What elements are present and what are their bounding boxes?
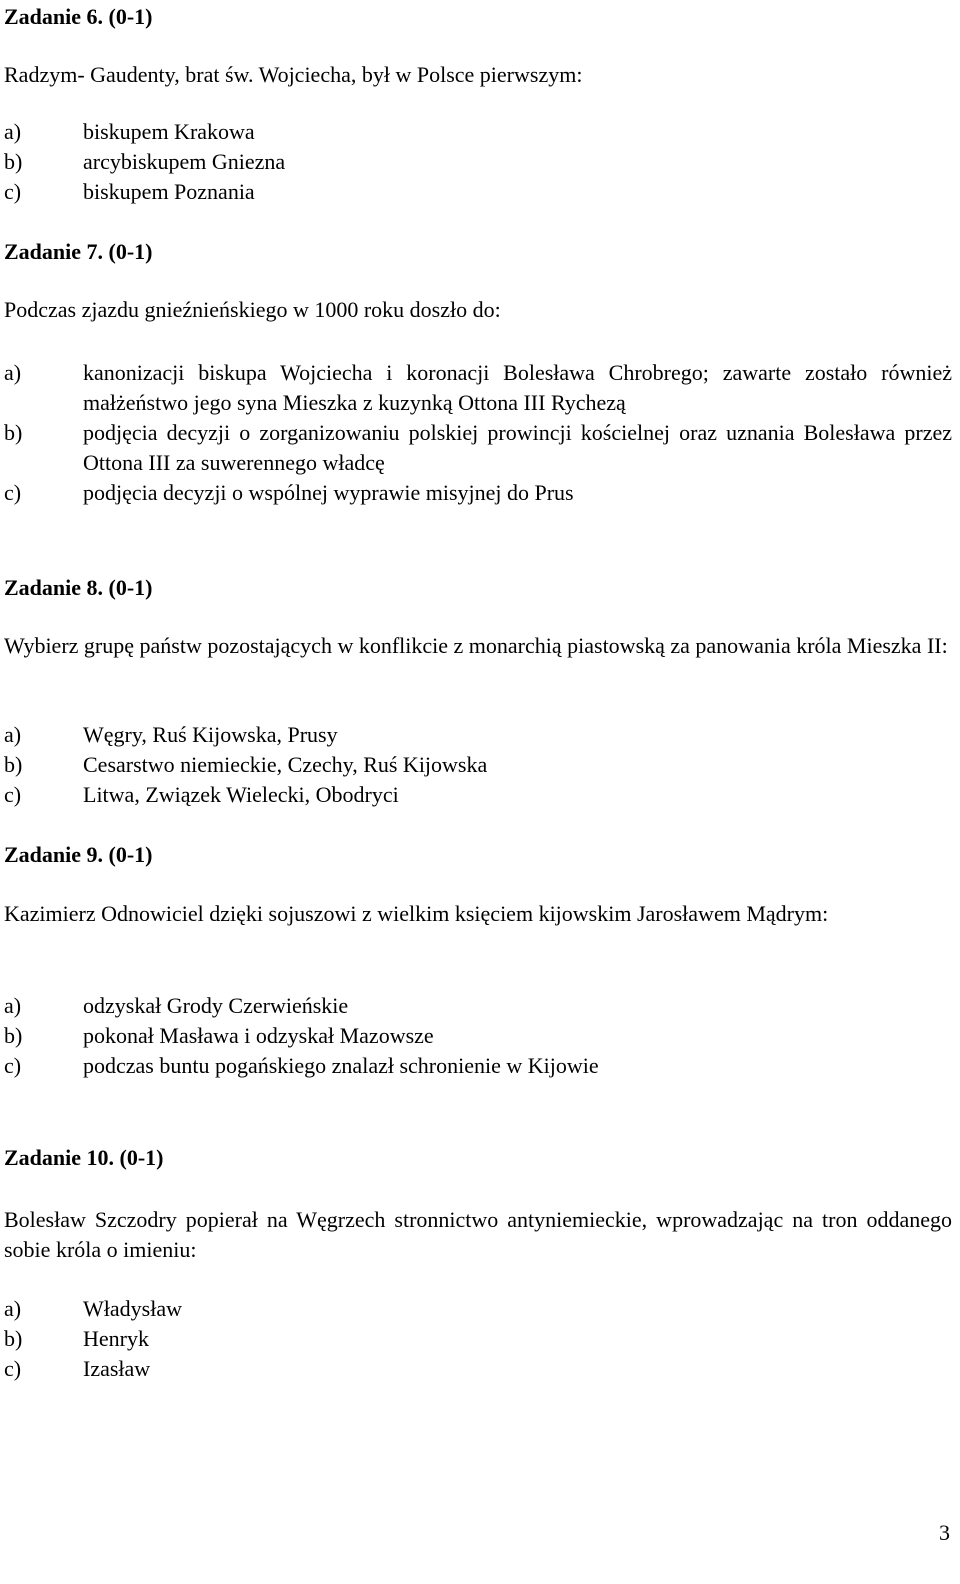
option-letter: b): [4, 752, 23, 777]
task-10-option-b[interactable]: [4, 1324, 952, 1354]
task-10-options: [4, 1294, 952, 1384]
task-8-option-a[interactable]: [4, 720, 952, 750]
option-text: Henryk: [83, 1326, 149, 1351]
option-letter: a): [4, 993, 22, 1018]
option-letter: c): [4, 1053, 22, 1078]
page-number: 3: [939, 1520, 950, 1545]
task-10-option-a[interactable]: [4, 1294, 952, 1324]
task-6-options: [4, 117, 952, 207]
task-8-option-b[interactable]: [4, 750, 952, 780]
task-10-question: Bolesław Szczodry popierał na Węgrzech stronnictwo antyniemieckie, wprowadzając na tron oddanego sobie króla o imieniu:: [4, 1207, 952, 1262]
option-text: podczas buntu pogańskiego znalazł schronienie w Kijowie: [83, 1053, 599, 1078]
task-8-options: [4, 720, 952, 810]
task-10-heading: Zadanie 10. (0-1): [4, 1145, 164, 1170]
task-6-question: Radzym- Gaudenty, brat św. Wojciecha, był w Polsce pierwszym:: [4, 62, 583, 87]
task-9-option-a[interactable]: [4, 991, 952, 1021]
task-7-heading: Zadanie 7. (0-1): [4, 239, 153, 264]
option-text: biskupem Krakowa: [83, 119, 255, 144]
option-letter: c): [4, 1356, 22, 1381]
task-7-question: Podczas zjazdu gnieźnieńskiego w 1000 roku doszło do:: [4, 297, 501, 322]
option-text: pokonał Masława i odzyskał Mazowsze: [83, 1023, 434, 1048]
task-9-option-b[interactable]: [4, 1021, 952, 1051]
task-8-heading: Zadanie 8. (0-1): [4, 575, 153, 600]
task-9-option-c[interactable]: [4, 1051, 952, 1081]
task-6-heading: Zadanie 6. (0-1): [4, 4, 153, 29]
option-letter: c): [4, 480, 22, 505]
option-letter: a): [4, 360, 22, 385]
task-6-option-c[interactable]: [4, 177, 952, 207]
option-text: Węgry, Ruś Kijowska, Prusy: [83, 722, 338, 747]
option-text: Władysław: [83, 1296, 182, 1321]
option-text: kanonizacji biskupa Wojciecha i koronacji Bolesława Chrobrego; zawarte zostało również małżeństwo jego syna Mieszka z kuzynką Ottona III Rychezą: [83, 360, 952, 415]
task-8-option-c[interactable]: [4, 780, 952, 810]
task-8-question: Wybierz grupę państw pozostających w konflikcie z monarchią piastowską za panowania króla Mieszka II:: [4, 633, 948, 658]
task-7-options: [4, 358, 952, 508]
option-text: biskupem Poznania: [83, 179, 255, 204]
option-letter: a): [4, 722, 22, 747]
option-text: Litwa, Związek Wielecki, Obodryci: [83, 782, 399, 807]
option-text: Cesarstwo niemieckie, Czechy, Ruś Kijowska: [83, 752, 488, 777]
task-9-heading: Zadanie 9. (0-1): [4, 842, 153, 867]
option-letter: c): [4, 179, 22, 204]
option-text: Izasław: [83, 1356, 151, 1381]
option-text: arcybiskupem Gniezna: [83, 149, 286, 174]
task-7-option-c[interactable]: [4, 478, 952, 508]
task-9-question: Kazimierz Odnowiciel dzięki sojuszowi z wielkim księciem kijowskim Jarosławem Mądrym:: [4, 901, 829, 926]
task-7-option-a[interactable]: [4, 358, 952, 418]
option-text: podjęcia decyzji o zorganizowaniu polskiej prowincji kościelnej oraz uznania Bolesława przez Ottona III za suwerennego władcę: [83, 420, 952, 475]
task-10-option-c[interactable]: [4, 1354, 952, 1384]
task-6-option-a[interactable]: [4, 117, 952, 147]
option-letter: b): [4, 1326, 23, 1351]
option-letter: b): [4, 149, 23, 174]
option-text: odzyskał Grody Czerwieńskie: [83, 993, 349, 1018]
task-7-option-b[interactable]: [4, 418, 952, 478]
option-text: podjęcia decyzji o wspólnej wyprawie misyjnej do Prus: [83, 480, 574, 505]
task-9-options: [4, 991, 952, 1081]
option-letter: b): [4, 420, 23, 445]
option-letter: a): [4, 1296, 22, 1321]
option-letter: b): [4, 1023, 23, 1048]
task-6-option-b[interactable]: [4, 147, 952, 177]
option-letter: c): [4, 782, 22, 807]
option-letter: a): [4, 119, 22, 144]
